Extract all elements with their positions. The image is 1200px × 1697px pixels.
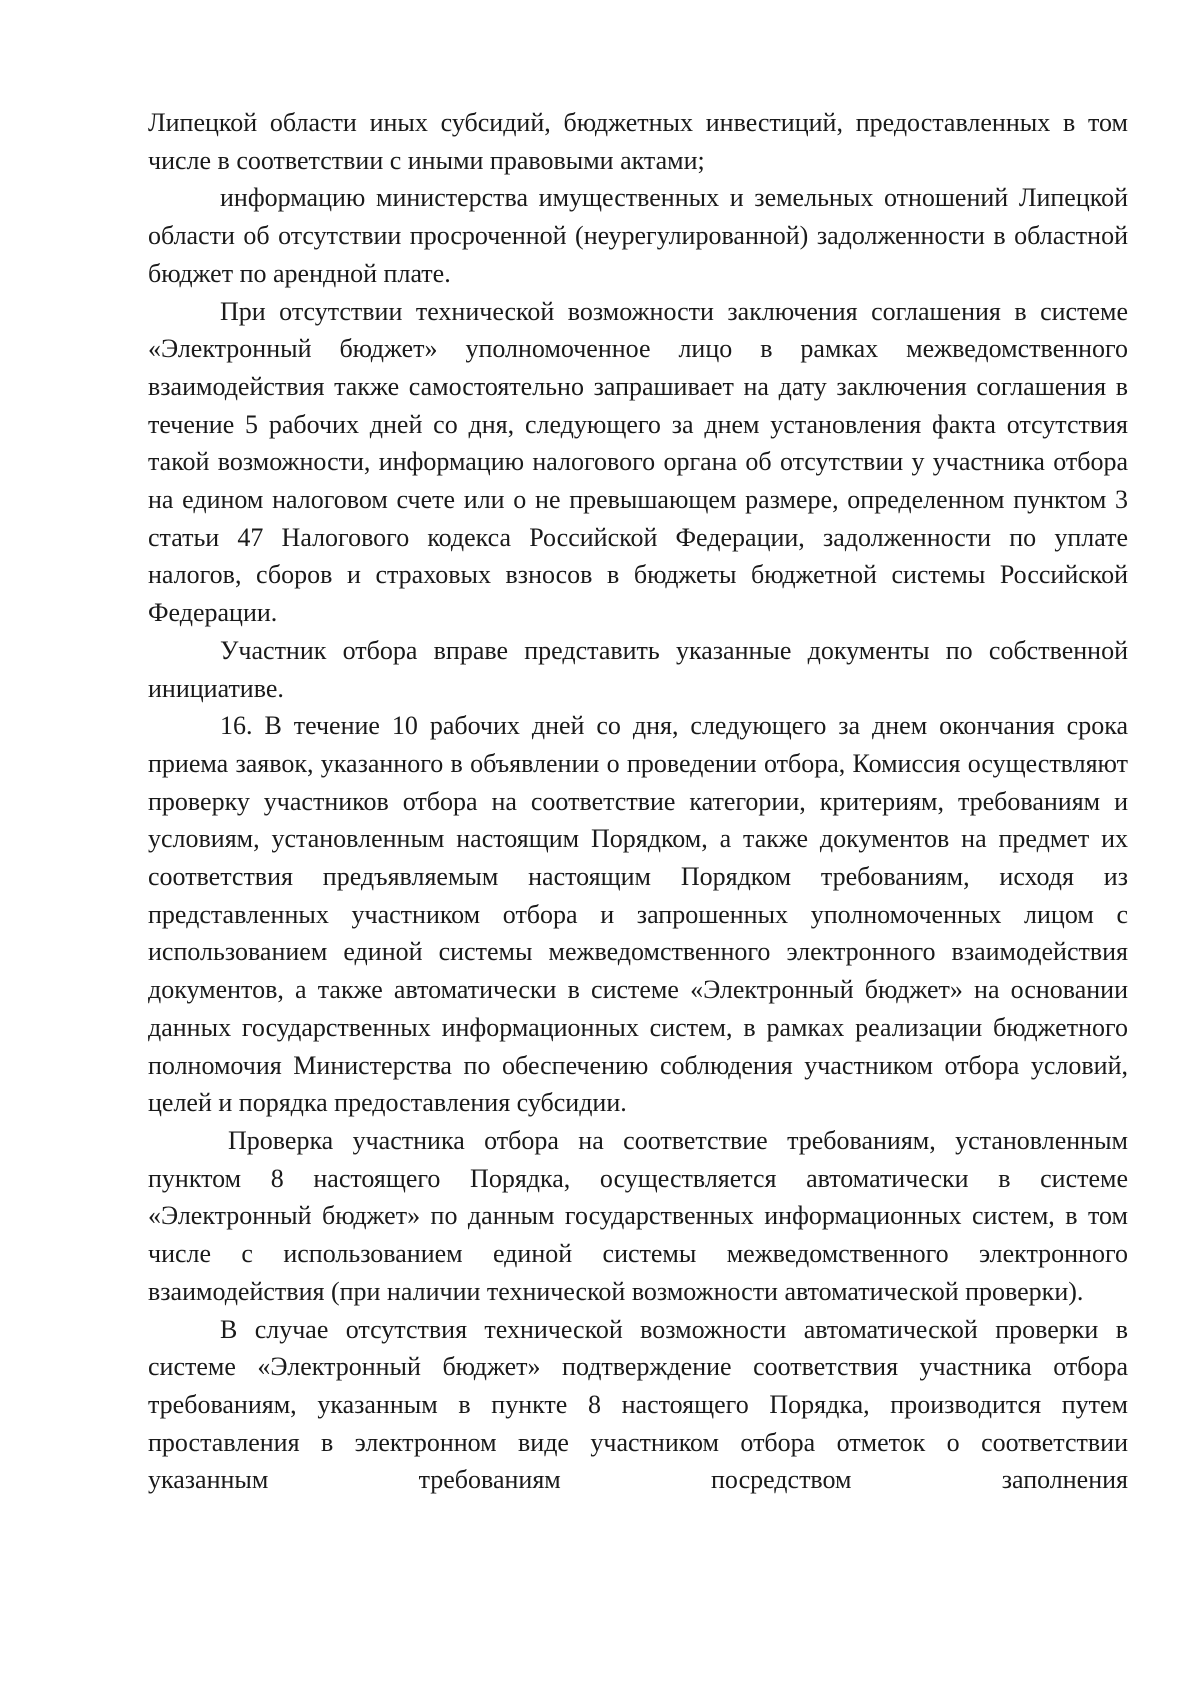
paragraph-2: информацию министерства имущественных и земельных отношений Липецкой области об отсутствии просроченной (неурегулированной) задолженности в областной бюджет по арендной плате. (148, 183, 1128, 288)
paragraph-4: Участник отбора вправе представить указанные документы по собственной инициативе. (148, 635, 1128, 703)
paragraph-1: Липецкой области иных субсидий, бюджетных инвестиций, предоставленных в том числе в соответствии с иными правовыми актами; (148, 108, 1128, 175)
document-body (148, 104, 1128, 1499)
paragraph-7: В случае отсутствия технической возможности автоматической проверки в системе «Электронный бюджет» подтверждение соответствия участника отбора требованиям, указанным в пункте 8 настоящего Порядка, производится путем проставления в электронном виде участником отбора отметок о соответствии указанным требованиям посредством заполнения (148, 1314, 1128, 1495)
paragraph-6: Проверка участника отбора на соответствие требованиям, установленным пунктом 8 настоящего Порядка, осуществляется автоматически в системе «Электронный бюджет» по данным государственных информационных систем, в том числе с использованием единой системы межведомственного электронного взаимодействия (при наличии технической возможности автоматической проверки). (148, 1125, 1128, 1306)
paragraph-5: 16. В течение 10 рабочих дней со дня, следующего за днем окончания срока приема заявок, указанного в объявлении о проведении отбора, Комиссия осуществляют проверку участников отбора на соответствие категории, критериям, требованиям и условиям, установленным настоящим Порядком, а также документов на предмет их соответствия предъявляемым настоящим Порядком требованиям, исходя из представленных участником отбора и запрошенных уполномоченных лицом с использованием единой системы межведомственного электронного взаимодействия документов, а также автоматически в системе «Электронный бюджет» на основании данных государственных информационных систем, в рамках реализации бюджетного полномочия Министерства по обеспечению соблюдения участником отбора условий, целей и порядка предоставления субсидии. (148, 711, 1128, 1118)
paragraph-3: При отсутствии технической возможности заключения соглашения в системе «Электронный бюджет» уполномоченное лицо в рамках межведомственного взаимодействия также самостоятельно запрашивает на дату заключения соглашения в течение 5 рабочих дней со дня, следующего за днем установления факта отсутствия такой возможности, информацию налогового органа об отсутствии у участника отбора на едином налоговом счете или о не превышающем размере, определенном пунктом 3 статьи 47 Налогового кодекса Российской Федерации, задолженности по уплате налогов, сборов и страховых взносов в бюджеты бюджетной системы Российской Федерации. (148, 296, 1128, 628)
